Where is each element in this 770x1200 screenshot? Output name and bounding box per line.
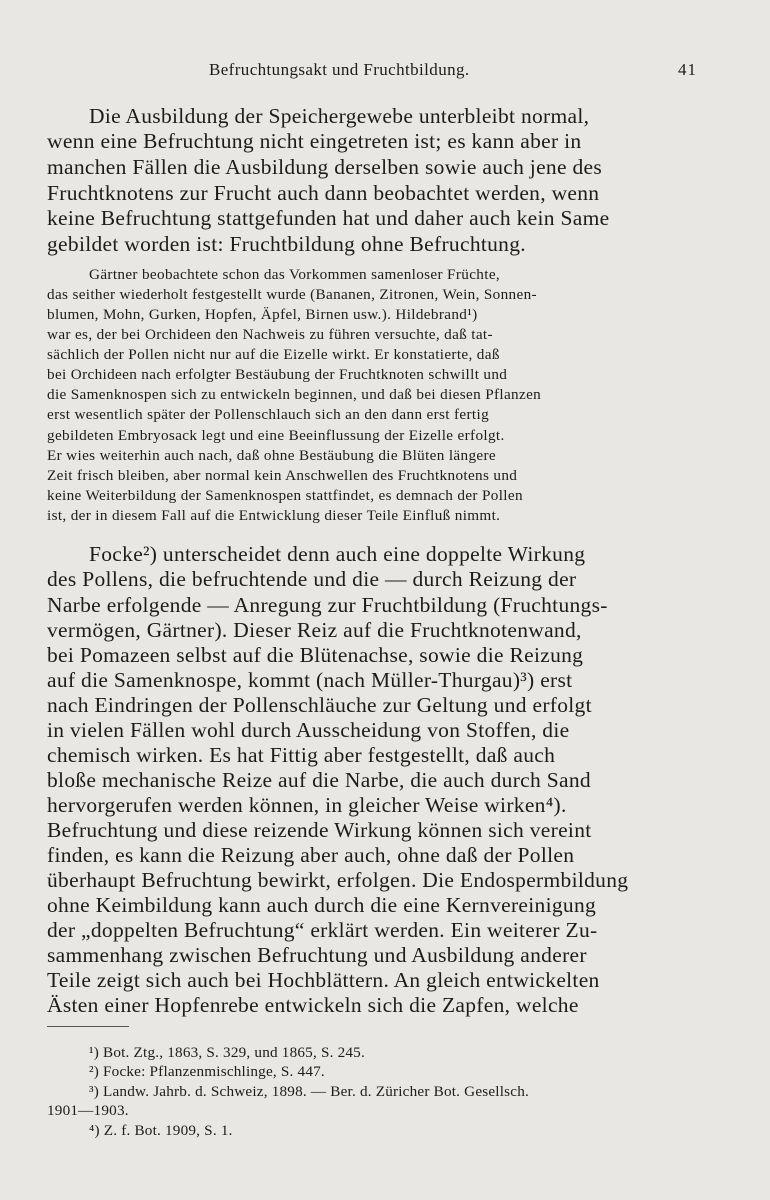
small-text-line: bei Orchideen nach erfolgter Bestäubung der Fruchtknoten schwillt und [47, 366, 508, 383]
small-text-line: gebildeten Embryosack legt und eine Beeinflussung der Eizelle erfolgt. [47, 427, 505, 444]
footnote-divider [47, 1026, 129, 1027]
text-line: überhaupt Befruchtung bewirkt, erfolgen. Die Endospermbildung [47, 868, 629, 892]
small-text-line: keine Weiterbildung der Samenknospen stattfindet, es demnach der Pollen [47, 487, 523, 504]
small-text-line: sächlich der Pollen nicht nur auf die Eizelle wirkt. Er konstatierte, daß [47, 346, 500, 363]
text-line: der „doppelten Befruchtung“ erklärt werden. Ein weiterer Zu- [47, 918, 598, 942]
small-text-line: Gärtner beobachtete schon das Vorkommen samenloser Früchte, [89, 266, 501, 283]
small-text-line: die Samenknospen sich zu entwickeln beginnen, und daß bei diesen Pflanzen [47, 386, 542, 403]
small-text-line: das seither wiederholt festgestellt wurde (Bananen, Zitronen, Wein, Sonnen- [47, 286, 537, 303]
text-line: in vielen Fällen wohl durch Ausscheidung von Stoffen, die [47, 718, 570, 742]
text-line: auf die Samenknospe, kommt (nach Müller-Thurgau)³) erst [47, 668, 573, 692]
text-line: Teile zeigt sich auch bei Hochblättern. An gleich entwickelten [47, 968, 600, 992]
text-line: wenn eine Befruchtung nicht eingetreten ist; es kann aber in [47, 129, 582, 153]
page-header [0, 60, 770, 86]
small-text-line: Zeit frisch bleiben, aber normal kein Anschwellen des Fruchtknotens und [47, 467, 518, 484]
small-text-line: ist, der in diesem Fall auf die Entwicklung dieser Teile Einfluß nimmt. [47, 507, 501, 524]
text-line: nach Eindringen der Pollenschläuche zur Geltung und erfolgt [47, 693, 592, 717]
text-line: Befruchtung und diese reizende Wirkung können sich vereint [47, 818, 592, 842]
text-line: ohne Keimbildung kann auch durch die eine Kernvereinigung [47, 893, 597, 917]
text-line: Fruchtknotens zur Frucht auch dann beobachtet werden, wenn [47, 181, 600, 205]
text-line: Ästen einer Hopfenrebe entwickeln sich die Zapfen, welche [47, 993, 579, 1017]
running-title: Befruchtungsakt und Fruchtbildung. [209, 60, 470, 79]
text-line: hervorgerufen werden können, in gleicher Weise wirken⁴). [47, 793, 567, 817]
footnote: 1901—1903. [47, 1102, 129, 1119]
text-line: bloße mechanische Reize auf die Narbe, die auch durch Sand [47, 768, 591, 792]
text-line: finden, es kann die Reizung aber auch, ohne daß der Pollen [47, 843, 575, 867]
text-line: gebildet worden ist: Fruchtbildung ohne Befruchtung. [47, 232, 526, 256]
small-text-line: Er wies weiterhin auch nach, daß ohne Bestäubung die Blüten längere [47, 447, 496, 464]
text-line: bei Pomazeen selbst auf die Blütenachse, sowie die Reizung [47, 643, 584, 667]
small-text-line: blumen, Mohn, Gurken, Hopfen, Äpfel, Birnen usw.). Hildebrand¹) [47, 306, 478, 323]
footnote: ³) Landw. Jahrb. d. Schweiz, 1898. — Ber. d. Züricher Bot. Gesellsch. [89, 1083, 529, 1100]
footnote: ¹) Bot. Ztg., 1863, S. 329, und 1865, S. 245. [89, 1044, 365, 1061]
small-text-line: erst wesentlich später der Pollenschlauch sich an den dann erst fertig [47, 406, 490, 423]
text-line: chemisch wirken. Es hat Fittig aber festgestellt, daß auch [47, 743, 556, 767]
text-line: keine Befruchtung stattgefunden hat und daher auch kein Same [47, 206, 610, 230]
text-line: sammenhang zwischen Befruchtung und Ausbildung anderer [47, 943, 587, 967]
text-line: manchen Fällen die Ausbildung derselben sowie auch jene des [47, 155, 603, 179]
text-line: Focke²) unterscheidet denn auch eine doppelte Wirkung [89, 542, 586, 566]
text-line: vermögen, Gärtner). Dieser Reiz auf die Fruchtknotenwand, [47, 618, 582, 642]
small-text-line: war es, der bei Orchideen den Nachweis zu führen versuchte, daß tat- [47, 326, 493, 343]
page-number: 41 [678, 60, 697, 79]
footnote: ⁴) Z. f. Bot. 1909, S. 1. [89, 1122, 233, 1139]
text-line: Narbe erfolgende — Anregung zur Fruchtbildung (Fruchtungs- [47, 593, 608, 617]
footnote: ²) Focke: Pflanzenmischlinge, S. 447. [89, 1063, 325, 1080]
text-line: des Pollens, die befruchtende und die — durch Reizung der [47, 567, 577, 591]
text-line: Die Ausbildung der Speichergewebe unterbleibt normal, [89, 104, 590, 128]
